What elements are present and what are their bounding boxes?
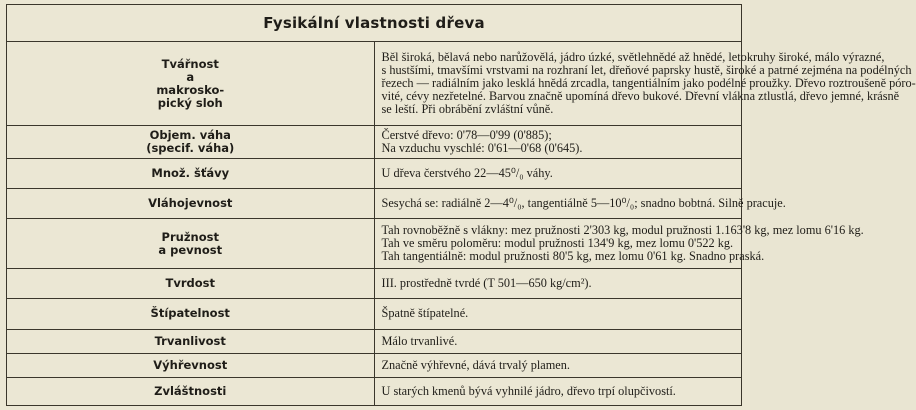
- row-value: [374, 218, 864, 268]
- table-row-sap-content: [7, 158, 742, 188]
- row-label: [7, 353, 375, 377]
- row-value-line: Tah ve směru poloměru: modul pružnosti 134'9 kg, mez lomu 0'522 kg.: [381, 236, 734, 251]
- table-row-heat-value: [7, 353, 742, 377]
- row-value-line: Sesychá se: radiálně 2—4⁰/₀, tangentiálně 5—10⁰/₀; snadno bobtná. Silně pracuje.: [381, 195, 786, 210]
- row-value: [374, 299, 742, 329]
- row-label-line: a pevnost: [158, 242, 223, 257]
- row-value: [374, 377, 742, 405]
- row-value: [374, 188, 786, 218]
- row-label: [7, 299, 375, 329]
- row-label: [7, 188, 375, 218]
- title-row: [7, 5, 742, 42]
- row-label-line: Pružnost: [161, 229, 219, 244]
- table-row-splitability: [7, 299, 742, 329]
- row-value-line: Málo trvanlivé.: [381, 333, 458, 348]
- row-value-line: III. prostředně tvrdé (T 501—650 kg/cm²).: [381, 276, 592, 291]
- row-label-line: pický sloh: [157, 95, 223, 110]
- row-label-line: Tvářnost: [161, 56, 219, 71]
- row-value: [374, 42, 916, 126]
- properties-table: [6, 4, 916, 406]
- row-value-line: Tah tangentiálně: modul pružnosti 80'5 kg, mez lomu 0'61 kg. Snadno praská.: [381, 249, 765, 264]
- row-label-line: (specif. váha): [146, 141, 235, 156]
- row-label-line: makrosko-: [156, 82, 225, 97]
- table-row-elasticity-strength: [7, 218, 742, 268]
- row-label-line: Výhřevnost: [153, 357, 228, 372]
- row-label-line: Vláhojevnost: [148, 195, 233, 210]
- row-label: [7, 126, 375, 158]
- row-value: [374, 353, 742, 377]
- table-row-density: [7, 126, 742, 158]
- row-value-line: U dřeva čerstvého 22—45⁰/₀ váhy.: [381, 165, 553, 180]
- row-label-line: a: [186, 69, 195, 84]
- row-value-line: Běl široká, bělavá nebo narůžovělá, jádro úzké, světlehnědé až hnědé, letokruhy široké, málo výrazné,: [381, 50, 885, 65]
- row-value-line: Čerstvé dřevo: 0'78—0'99 (0'885);: [381, 128, 552, 143]
- row-value: [374, 158, 742, 188]
- row-label-line: Tvrdost: [165, 276, 215, 291]
- row-value-line: U starých kmenů bývá vyhnilé jádro, dřevo trpí olupčivostí.: [381, 383, 676, 398]
- row-label: [7, 42, 375, 126]
- table-row-moisture-behavior: [7, 188, 742, 218]
- row-label-line: Množ. šťávy: [151, 165, 230, 180]
- row-label-line: Zvláštnosti: [154, 383, 227, 398]
- row-value-line: řezech — radiálním jako lesklá hnědá zrcadla, tangentiálním jako podélné proužky. Dřevo roztroušeně póro-: [381, 76, 916, 91]
- row-label: [7, 269, 375, 299]
- row-value-line: vité, cévy nezřetelné. Barvou značně upomíná dřevo bukové. Dřevní vlákna ztlustlá, dřevo jemné, krásně: [381, 89, 900, 104]
- row-value: [374, 126, 742, 158]
- row-label-line: Štípatelnost: [150, 306, 230, 321]
- row-value: [374, 269, 742, 299]
- row-value-line: s hustšími, tmavšími vrstvami na rozhraní let, dřeňové paprsky hustě, široké a patrné zejména na podélných: [381, 63, 912, 78]
- row-value-line: se leští. Při obrábění zvláštní vůně.: [381, 102, 554, 117]
- row-label: [7, 329, 375, 353]
- table-row-hardness: [7, 269, 742, 299]
- row-value-line: Značně výhřevné, dává trvalý plamen.: [381, 357, 570, 372]
- row-label-line: Objem. váha: [149, 128, 231, 143]
- table-body: [7, 42, 916, 406]
- row-label: [7, 377, 375, 405]
- row-label-line: Trvanlivost: [154, 333, 226, 348]
- row-value-line: Špatně štípatelné.: [381, 306, 469, 321]
- row-label: [7, 158, 375, 188]
- row-label: [7, 218, 375, 268]
- table-row-appearance: [7, 42, 742, 126]
- row-value-line: Na vzduchu vyschlé: 0'61—0'68 (0'645).: [381, 141, 583, 156]
- row-value-line: Tah rovnoběžně s vlákny: mez pružnosti 2'303 kg, modul pružnosti 1.163'8 kg, mez lomu 6'16 kg.: [381, 223, 864, 238]
- table-row-durability: [7, 329, 742, 353]
- row-value: [374, 329, 742, 353]
- table-title: Fysikální vlastnosti dřeva: [7, 5, 742, 42]
- table-row-peculiarities: [7, 377, 742, 405]
